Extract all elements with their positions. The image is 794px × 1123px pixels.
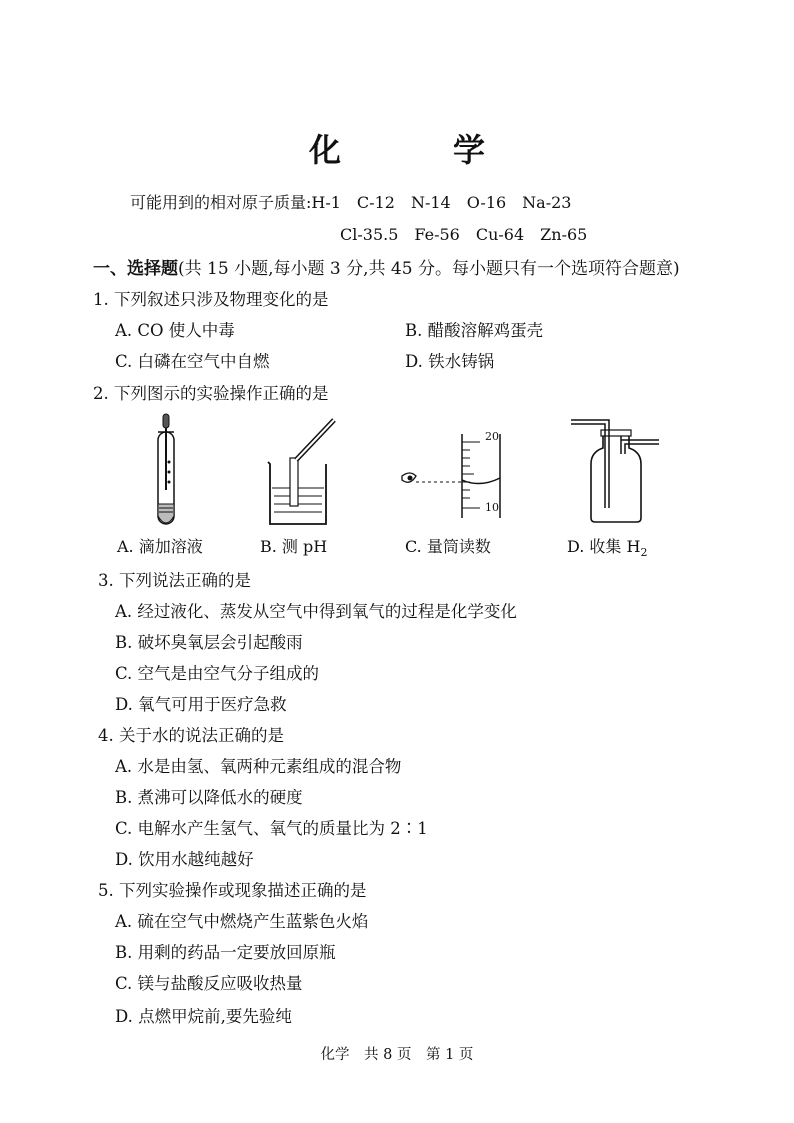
question-5-option-d: D. 点燃甲烷前,要先验纯 xyxy=(115,1007,292,1026)
question-4-option-c: C. 电解水产生氢气、氧气的质量比为 2∶1 xyxy=(115,819,428,838)
question-5-option-a: A. 硫在空气中燃烧产生蓝紫色火焰 xyxy=(115,912,369,931)
atomic-mass-line-2: Cl-35.5 Fe-56 Cu-64 Zn-65 xyxy=(340,225,588,244)
question-4-stem: 4. 关于水的说法正确的是 xyxy=(98,726,284,745)
page-footer: 化学 共 8 页 第 1 页 xyxy=(320,1047,474,1063)
question-2-option-a: A. 滴加溶液 xyxy=(117,537,203,556)
question-1-option-d: D. 铁水铸锅 xyxy=(405,352,495,371)
question-1-option-b: B. 醋酸溶解鸡蛋壳 xyxy=(405,321,544,340)
question-2-option-b: B. 测 pH xyxy=(260,537,328,556)
question-1-option-c: C. 白磷在空气中自燃 xyxy=(115,352,270,371)
question-3-option-b: B. 破坏臭氧层会引起酸雨 xyxy=(115,633,303,652)
cylinder-top-mark: 20 xyxy=(485,430,499,443)
question-1-stem: 1. 下列叙述只涉及物理变化的是 xyxy=(93,290,329,309)
section-heading xyxy=(93,254,680,279)
cylinder-bottom-mark: 10 xyxy=(485,501,499,514)
page-title: 化 学 xyxy=(308,131,525,169)
question-3-option-d: D. 氧气可用于医疗急救 xyxy=(115,695,287,714)
question-5-stem: 5. 下列实验操作或现象描述正确的是 xyxy=(98,881,367,900)
ph-test-beaker-illustration xyxy=(262,412,342,530)
question-3-option-c: C. 空气是由空气分子组成的 xyxy=(115,664,320,683)
question-2-option-c: C. 量筒读数 xyxy=(405,537,491,556)
gas-collection-bottle-illustration xyxy=(565,412,665,530)
question-4-option-a: A. 水是由氢、氧两种元素组成的混合物 xyxy=(115,757,402,776)
h2-subscript: 2 xyxy=(640,546,648,560)
question-4-option-b: B. 煮沸可以降低水的硬度 xyxy=(115,788,303,807)
question-4-option-d: D. 饮用水越纯越好 xyxy=(115,850,254,869)
atomic-mass-line-1: 可能用到的相对原子质量:H-1 C-12 N-14 O-16 Na-23 xyxy=(130,193,572,212)
question-2-option-d-text: D. 收集 H xyxy=(567,537,641,556)
dropper-in-test-tube-illustration xyxy=(148,412,184,530)
question-5-option-c: C. 镁与盐酸反应吸收热量 xyxy=(115,974,303,993)
question-3-option-a: A. 经过液化、蒸发从空气中得到氧气的过程是化学变化 xyxy=(115,602,517,621)
section-title: 一、选择题 xyxy=(93,259,178,279)
question-3-stem: 3. 下列说法正确的是 xyxy=(98,571,251,590)
section-note: (共 15 小题,每小题 3 分,共 45 分。每小题只有一个选项符合题意) xyxy=(178,259,680,279)
question-2-option-d xyxy=(567,534,647,559)
question-5-option-b: B. 用剩的药品一定要放回原瓶 xyxy=(115,943,336,962)
question-1-option-a: A. CO 使人中毒 xyxy=(115,321,235,340)
question-2-stem: 2. 下列图示的实验操作正确的是 xyxy=(93,384,329,403)
